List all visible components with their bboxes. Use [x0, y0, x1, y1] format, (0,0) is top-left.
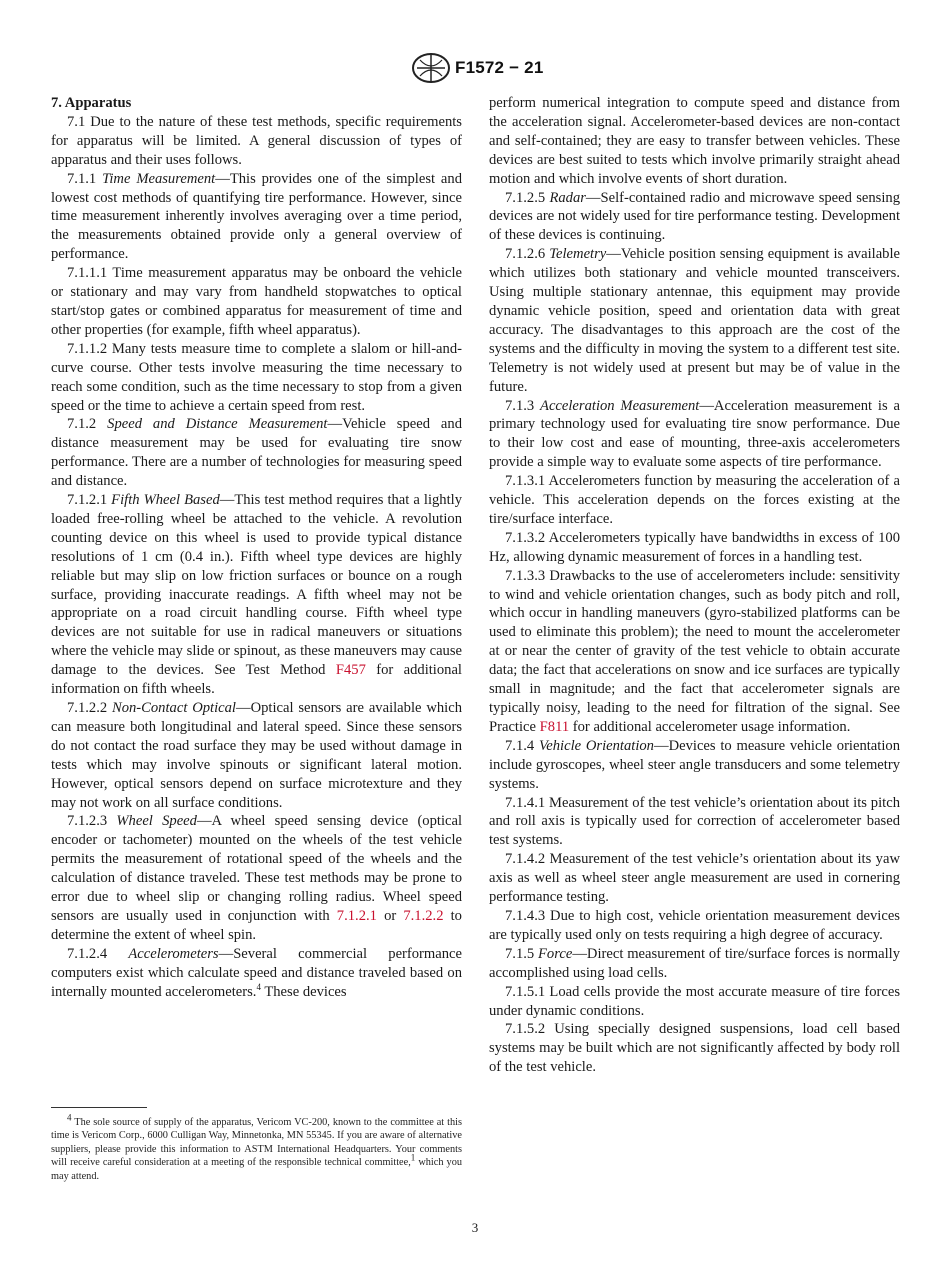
paragraph: 7.1.1.2 Many tests measure time to complete a slalom or hill-and-curve course. Other tests involve measuring the time necessary to reach some condition, such as the time necessary to stop from a given speed or the time to achieve a certain speed from rest. — [51, 340, 462, 414]
left-column — [51, 94, 462, 1002]
link-7-1-2-2[interactable]: 7.1.2.2 — [403, 907, 444, 924]
paragraph: 7.1.2.6 Telemetry—Vehicle position sensing equipment is available which utilizes both stationary and vehicle mounted transceivers. Using multiple stationary antennae, this equipment may provide dynamic vehicle position, speed and orientation data with great accuracy. The disadvantages to this approach are the cost of the systems and the difficulty in moving the system to a different test site. Telemetry is not widely used at present but may be of value in the future. — [489, 246, 900, 395]
link-f457[interactable]: F457 — [335, 662, 366, 679]
paragraph: 7.1.5.2 Using specially designed suspensions, load cell based systems may be built which are not significantly affected by body roll of the test vehicle. — [489, 1021, 900, 1076]
page-number: 3 — [471, 1220, 479, 1235]
paragraph: 7.1.4.2 Measurement of the test vehicle’s orientation about its yaw axis as well as wheel steer angle measurement are used in cornering performance testing. — [489, 851, 900, 906]
right-column — [489, 94, 900, 1077]
footnote-ref[interactable]: 4 — [256, 981, 261, 992]
paragraph: 7.1.2 Speed and Distance Measurement—Vehicle speed and distance measurement may be used for evaluating tire snow performance. There are a number of technologies for measuring speed and distance. — [51, 416, 463, 490]
footnote: $^4$ The sole source of supply of the apparatus, Vericom VC-200, known to the committee at this time is Vericom Corp., 6000 Culligan Way, Minnetonka, MN 55345. If you are aware of alternative suppliers, please provide this information to ASTM International Headquarters. Your comments will receive careful consideration at a meeting of the responsible technical committee,$^1$ which you may attend. — [51, 1112, 462, 1182]
page-header — [0, 52, 950, 86]
paragraph: 7.1.2.4 Accelerometers—Several commercial performance computers exist which calculate speed and distance traveled based on internally mounted accelerometers.$^4$ These devices — [51, 945, 462, 1000]
link-f811[interactable]: F811 — [539, 718, 570, 735]
standard-designation: F1572 − 21 — [455, 58, 544, 77]
paragraph: 7.1.2.5 Radar—Self-contained radio and microwave speed sensing devices are not widely used for tire performance testing. Development of these devices is continuing. — [489, 189, 900, 244]
paragraph: 7.1.5.1 Load cells provide the most accurate measure of tire forces under dynamic conditions. — [489, 983, 900, 1019]
paragraph: 7.1.4.3 Due to high cost, vehicle orientation measurement devices are typically used only on tests requiring a high degree of accuracy. — [489, 907, 900, 943]
paragraph: 7.1.1.1 Time measurement apparatus may be onboard the vehicle or stationary and may vary from handheld stopwatches to optical start/stop gates or combined apparatus for measurement of time and other properties (for example, fifth wheel apparatus). — [51, 265, 462, 338]
paragraph: 7.1.3.3 Drawbacks to the use of accelerometers include: sensitivity to wind and vehicle orientation changes, such as body pitch and roll, which occur in handling maneuvers (gyro-stabilized platforms can be used to eliminate this problem); the need to mount the accelerometer at or near the center of gravity of the test vehicle to obtain accurate data; the fact that accelerations on snow and ice surfaces are typically small in magnitude; and the fact that accelerometer signals are typically noisy, leading to the need for filtration of the signal. See Practice F811 for additional accelerometer usage information. — [489, 567, 900, 735]
paragraph: 7.1 Due to the nature of these test methods, specific requirements for apparatus will be limited. A general discussion of types of apparatus and their uses follows. — [51, 113, 462, 168]
paragraph: 7.1.2.1 Fifth Wheel Based—This test method requires that a lightly loaded free-rolling wheel be attached to the vehicle. A revolution counting device on this wheel is used to provide typical distance resolutions of 1 cm (0.4 in.). Fifth wheel type devices are highly reliable but may slip on low friction surfaces or bounce on a rough surface, providing inaccurate readings. A fifth wheel may not be appropriate on a road circuit handling course. Fifth wheel type devices are not suitable for use in radical maneuvers or situations where the vehicle may slide or spinout, as these maneuvers may cause damage to the devices. See Test Method F457 for additional information on fifth wheels. — [51, 492, 462, 698]
section-heading: 7. Apparatus — [51, 95, 132, 111]
astm-logo-icon — [411, 52, 451, 84]
paragraph: 7.1.2.3 Wheel Speed—A wheel speed sensing device (optical encoder or tachometer) mounted on the wheels of the test vehicle permits the measurement of rotational speed of the wheels and the calculation of distance traveled. These test methods may be prone to error due to wheel slip or changing rolling radius. Wheel speed sensors are usually used in conjunction with 7.1.2.1 or 7.1.2.2 to determine the extent of wheel spin. — [51, 813, 463, 943]
paragraph: 7.1.1 Time Measurement—This provides one of the simplest and lowest cost methods of quantifying tire performance. However, since time measurement inherently involves averaging over a time period, the measurements obtained provide only a general overview of performance. — [51, 170, 463, 263]
footnote-divider — [51, 1107, 147, 1108]
paragraph: 7.1.5 Force—Direct measurement of tire/surface forces is normally accomplished using load cells. — [489, 945, 900, 981]
paragraph: 7.1.2.2 Non-Contact Optical—Optical sensors are available which can measure both longitudinal and lateral speed. Since these sensors do not contact the road surface they may be used without damage in tests which may involve spinouts or significant lateral motion. However, optical sensors depend on surface microtexture and they may not work on all surface conditions. — [51, 700, 462, 811]
link-7-1-2-1[interactable]: 7.1.2.1 — [336, 907, 377, 924]
paragraph: 7.1.3.1 Accelerometers function by measuring the acceleration of a vehicle. This acceleration depends on the forces existing at the tire/surface interface. — [489, 473, 900, 527]
paragraph: perform numerical integration to compute speed and distance from the acceleration signal. Accelerometer-based devices are non-contact and self-contained; they are easy to transfer between vehicles. These devices are best suited to tests which involve primarily straight ahead motion and which involve events of short duration. — [489, 95, 900, 187]
paragraph: 7.1.4 Vehicle Orientation—Devices to measure vehicle orientation include gyroscopes, wheel steer angle transducers and some telemetry systems. — [489, 737, 900, 792]
paragraph: 7.1.4.1 Measurement of the test vehicle’s orientation about its pitch and roll axis is typically used for correction of accelerometer based test systems. — [489, 794, 900, 849]
paragraph: 7.1.3 Acceleration Measurement—Acceleration measurement is a primary technology used for evaluating tire snow performance. Due to their low cost and ease of mounting, three-axis accelerometers provide a simple way to evaluate some aspects of tire performance. — [489, 397, 900, 471]
paragraph: 7.1.3.2 Accelerometers typically have bandwidths in excess of 100 Hz, allowing dynamic measurement of forces in a handling test. — [489, 529, 900, 565]
